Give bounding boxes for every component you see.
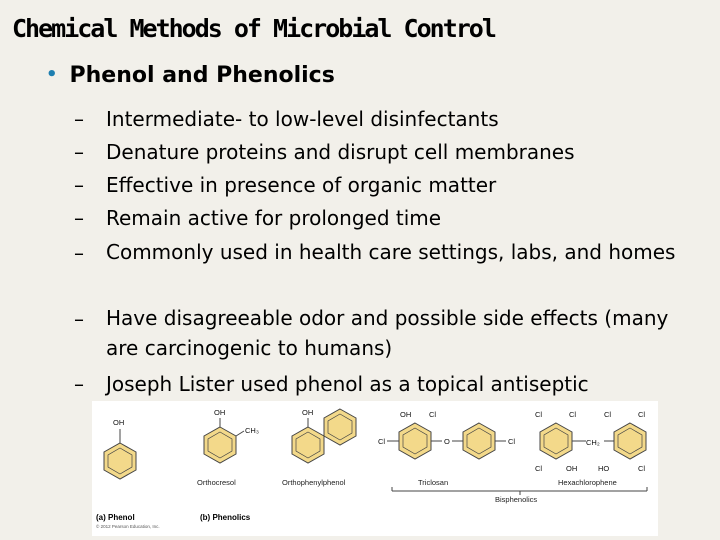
triclosan-caption: Triclosan [418,478,449,487]
panel-a-label: (a) Phenol [96,513,135,522]
hexachlorophene-ho-label: HO [598,464,610,473]
hexachlorophene-cl-label: Cl [569,410,577,419]
sub-item [74,103,694,135]
orthophenylphenol-caption: Orthophenylphenol [282,478,346,487]
hexachlorophene-cl-label: Cl [604,410,612,419]
hexachlorophene-cl-label: Cl [638,464,646,473]
copyright-credit: © 2012 Pearson Education, Inc. [96,524,160,529]
dash-icon: – [74,140,84,164]
sub-item [74,202,694,234]
sub-item-text: Effective in presence of organic matter [106,173,497,197]
bisphenolics-caption: Bisphenolics [495,495,538,504]
triclosan-cl-label-right: Cl [508,437,516,446]
hexachlorophene-ch2-label: CH₂ [586,438,600,447]
dash-icon: – [74,307,84,331]
chemical-structures-diagram [92,401,658,536]
orthophenylphenol-structure [282,408,356,487]
phenol-structure [104,418,136,479]
dash-icon: – [74,206,84,230]
triclosan-o-label: O [444,437,450,446]
hexachlorophene-oh-label: OH [566,464,578,473]
hexachlorophene-caption: Hexachlorophene [558,478,617,487]
hexachlorophene-cl-label: Cl [535,410,543,419]
bullet-dot-icon: • [46,64,58,85]
sub-item [74,136,694,168]
orthophenylphenol-oh-label: OH [302,408,314,417]
dash-icon: – [74,372,84,396]
sub-item-text: Remain active for prolonged time [106,206,442,230]
triclosan-cl-label: Cl [429,410,437,419]
bullet-phenol [46,63,335,88]
phenol-oh-label: OH [113,418,125,427]
dash-icon: – [74,241,84,265]
sub-item-text: Denature proteins and disrupt cell membranes [106,140,575,164]
orthocresol-oh-label: OH [214,408,226,417]
bisphenolics-bracket [392,487,647,504]
hexachlorophene-cl-label: Cl [638,410,646,419]
phenolics-figure [92,401,658,536]
triclosan-oh-label: OH [400,410,412,419]
orthocresol-ch3-label: CH₃ [245,426,259,435]
sub-item-text: Commonly used in health care settings, labs, and homes [106,240,676,264]
bullet-label: Phenol and Phenolics [69,63,335,88]
sub-item-text: Joseph Lister used phenol as a topical antiseptic [106,372,589,396]
panel-b-label: (b) Phenolics [200,513,251,522]
sub-item [74,237,689,267]
sub-item [74,303,694,363]
slide-title: Chemical Methods of Microbial Control [12,14,495,43]
triclosan-structure [378,410,515,487]
hexachlorophene-cl-label: Cl [535,464,543,473]
orthocresol-structure [197,408,259,487]
triclosan-cl-label-left: Cl [378,437,386,446]
dash-icon: – [74,107,84,131]
orthocresol-caption: Orthocresol [197,478,236,487]
sub-item [74,368,694,400]
sub-item-text: Have disagreeable odor and possible side effects (many are carcinogenic to humans) [106,306,669,360]
sub-item-text: Intermediate- to low-level disinfectants [106,107,499,131]
hexachlorophene-structure [535,410,646,487]
dash-icon: – [74,173,84,197]
sub-item [74,169,694,201]
